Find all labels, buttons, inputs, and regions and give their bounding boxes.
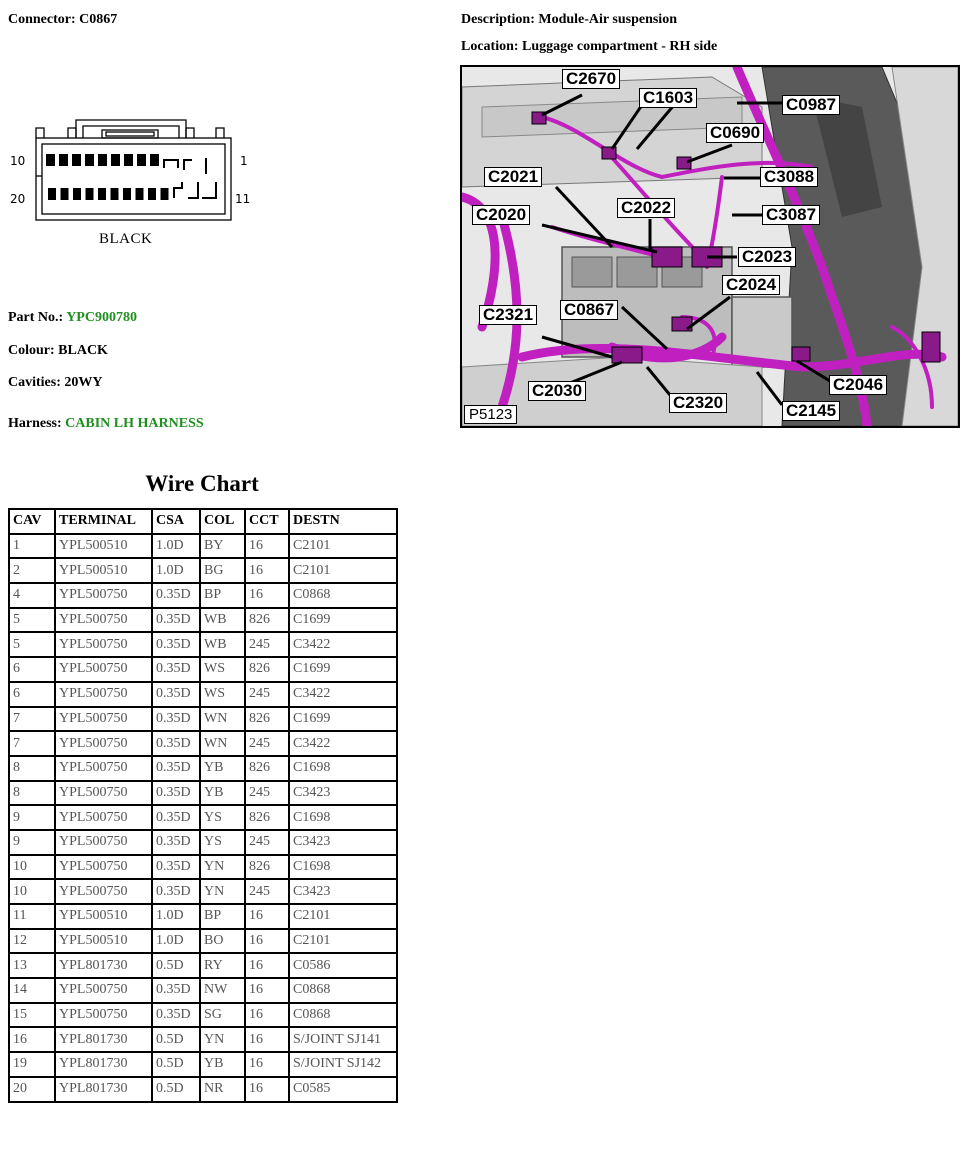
cell-terminal: YPL500510 bbox=[55, 558, 152, 583]
cell-col: YB bbox=[200, 1052, 245, 1077]
cell-destn: C0868 bbox=[289, 583, 397, 608]
cell-cct: 16 bbox=[245, 1027, 289, 1052]
cell-cav: 5 bbox=[9, 608, 55, 633]
illustration-reference: P5123 bbox=[464, 405, 517, 424]
table-row bbox=[9, 632, 397, 657]
cell-cct: 245 bbox=[245, 731, 289, 756]
cell-terminal: YPL801730 bbox=[55, 1077, 152, 1102]
wire-chart-title: Wire Chart bbox=[145, 471, 259, 496]
cell-col: NW bbox=[200, 978, 245, 1003]
cell-cct: 16 bbox=[245, 1003, 289, 1028]
cell-csa: 0.35D bbox=[152, 707, 200, 732]
cell-cct: 16 bbox=[245, 978, 289, 1003]
pin-cavity bbox=[137, 154, 146, 166]
cell-cct: 245 bbox=[245, 682, 289, 707]
cell-csa: 1.0D bbox=[152, 534, 200, 559]
cell-terminal: YPL500750 bbox=[55, 583, 152, 608]
table-row bbox=[9, 534, 397, 559]
cell-col: BP bbox=[200, 583, 245, 608]
callout-c2030: C2030 bbox=[528, 381, 586, 401]
cell-cav: 8 bbox=[9, 756, 55, 781]
cell-terminal: YPL500750 bbox=[55, 731, 152, 756]
cell-col: BG bbox=[200, 558, 245, 583]
cell-col: WS bbox=[200, 657, 245, 682]
cell-csa: 0.35D bbox=[152, 583, 200, 608]
cell-cav: 6 bbox=[9, 682, 55, 707]
pin-cavity bbox=[86, 188, 94, 200]
cell-cct: 245 bbox=[245, 632, 289, 657]
pin-cavity bbox=[46, 154, 55, 166]
table-row bbox=[9, 879, 397, 904]
callout-c2145: C2145 bbox=[782, 401, 840, 421]
pin-number-bottom-left: 20 bbox=[10, 192, 26, 206]
wire-chart-table bbox=[8, 508, 398, 1103]
cell-cav: 7 bbox=[9, 731, 55, 756]
pin-cavity bbox=[73, 188, 81, 200]
cell-destn: C3423 bbox=[289, 781, 397, 806]
connector-colour-caption: BLACK bbox=[99, 231, 153, 247]
pin-number-top-right: 1 bbox=[240, 154, 248, 168]
cell-csa: 1.0D bbox=[152, 929, 200, 954]
cell-terminal: YPL500750 bbox=[55, 978, 152, 1003]
cell-cav: 15 bbox=[9, 1003, 55, 1028]
cell-col: RY bbox=[200, 953, 245, 978]
cell-destn: C1699 bbox=[289, 657, 397, 682]
table-row bbox=[9, 707, 397, 732]
callout-c0987: C0987 bbox=[782, 95, 840, 115]
cell-csa: 0.35D bbox=[152, 632, 200, 657]
harness-line bbox=[8, 416, 204, 432]
cell-cav: 9 bbox=[9, 830, 55, 855]
cell-cct: 16 bbox=[245, 1052, 289, 1077]
table-row bbox=[9, 608, 397, 633]
pin-cavity bbox=[85, 154, 94, 166]
cell-cct: 16 bbox=[245, 953, 289, 978]
table-row bbox=[9, 953, 397, 978]
cell-terminal: YPL801730 bbox=[55, 1027, 152, 1052]
cell-cav: 9 bbox=[9, 805, 55, 830]
cell-terminal: YPL500750 bbox=[55, 707, 152, 732]
table-row bbox=[9, 855, 397, 880]
cell-cct: 16 bbox=[245, 534, 289, 559]
cell-destn: S/JOINT SJ141 bbox=[289, 1027, 397, 1052]
pin-cavity bbox=[111, 154, 120, 166]
cell-terminal: YPL500750 bbox=[55, 682, 152, 707]
connector-location: Location: Luggage compartment - RH side bbox=[461, 39, 718, 54]
cell-csa: 0.35D bbox=[152, 830, 200, 855]
table-row bbox=[9, 830, 397, 855]
cell-terminal: YPL500750 bbox=[55, 756, 152, 781]
cell-cav: 1 bbox=[9, 534, 55, 559]
pin-cavity bbox=[150, 154, 159, 166]
cell-col: YN bbox=[200, 879, 245, 904]
cell-terminal: YPL500750 bbox=[55, 830, 152, 855]
cell-destn: C3423 bbox=[289, 879, 397, 904]
table-row bbox=[9, 682, 397, 707]
cell-destn: C2101 bbox=[289, 904, 397, 929]
cell-cct: 245 bbox=[245, 781, 289, 806]
cell-terminal: YPL500750 bbox=[55, 608, 152, 633]
cell-csa: 0.35D bbox=[152, 682, 200, 707]
pin-cavity bbox=[148, 188, 156, 200]
cell-cav: 7 bbox=[9, 707, 55, 732]
cell-cav: 16 bbox=[9, 1027, 55, 1052]
cell-terminal: YPL801730 bbox=[55, 1052, 152, 1077]
callout-c2321: C2321 bbox=[479, 305, 537, 325]
cell-cct: 826 bbox=[245, 805, 289, 830]
cell-cct: 16 bbox=[245, 904, 289, 929]
cell-terminal: YPL500750 bbox=[55, 805, 152, 830]
cell-col: SG bbox=[200, 1003, 245, 1028]
pin-cavity bbox=[98, 188, 106, 200]
cell-destn: C1698 bbox=[289, 855, 397, 880]
cell-csa: 1.0D bbox=[152, 904, 200, 929]
cell-terminal: YPL500750 bbox=[55, 1003, 152, 1028]
table-row bbox=[9, 756, 397, 781]
cell-terminal: YPL500750 bbox=[55, 855, 152, 880]
cell-cct: 16 bbox=[245, 558, 289, 583]
callout-c0690: C0690 bbox=[706, 123, 764, 143]
pin-cavity bbox=[61, 188, 69, 200]
cell-cav: 6 bbox=[9, 657, 55, 682]
pin-cavity bbox=[48, 188, 56, 200]
cell-cav: 20 bbox=[9, 1077, 55, 1102]
cell-destn: C3422 bbox=[289, 632, 397, 657]
column-header-csa: CSA bbox=[152, 509, 200, 534]
cell-cct: 245 bbox=[245, 879, 289, 904]
cell-col: WS bbox=[200, 682, 245, 707]
table-row bbox=[9, 929, 397, 954]
pin-cavity bbox=[124, 154, 133, 166]
callout-c3087: C3087 bbox=[762, 205, 820, 225]
cell-destn: C0586 bbox=[289, 953, 397, 978]
cell-cct: 16 bbox=[245, 929, 289, 954]
cell-cct: 16 bbox=[245, 1077, 289, 1102]
cell-col: BO bbox=[200, 929, 245, 954]
cell-cav: 19 bbox=[9, 1052, 55, 1077]
pin-cavity bbox=[72, 154, 81, 166]
callout-c2046: C2046 bbox=[829, 375, 887, 395]
harness-label: Harness: bbox=[8, 416, 66, 431]
cell-destn: C2101 bbox=[289, 929, 397, 954]
cell-col: WB bbox=[200, 608, 245, 633]
cell-col: YS bbox=[200, 805, 245, 830]
cell-csa: 0.5D bbox=[152, 1052, 200, 1077]
cell-cav: 4 bbox=[9, 583, 55, 608]
cell-csa: 0.35D bbox=[152, 756, 200, 781]
table-row bbox=[9, 657, 397, 682]
cell-destn: C0868 bbox=[289, 1003, 397, 1028]
table-row bbox=[9, 904, 397, 929]
column-header-destn: DESTN bbox=[289, 509, 397, 534]
cell-terminal: YPL500750 bbox=[55, 657, 152, 682]
cell-col: YN bbox=[200, 855, 245, 880]
cell-csa: 0.35D bbox=[152, 657, 200, 682]
cell-cct: 16 bbox=[245, 583, 289, 608]
cell-cav: 13 bbox=[9, 953, 55, 978]
column-header-cct: CCT bbox=[245, 509, 289, 534]
column-header-terminal: TERMINAL bbox=[55, 509, 152, 534]
cell-destn: C1699 bbox=[289, 608, 397, 633]
cell-destn: C2101 bbox=[289, 558, 397, 583]
cell-col: WB bbox=[200, 632, 245, 657]
cavities-line: Cavities: 20WY bbox=[8, 375, 103, 390]
cell-col: WN bbox=[200, 707, 245, 732]
cell-csa: 0.35D bbox=[152, 781, 200, 806]
cell-col: YB bbox=[200, 756, 245, 781]
cell-destn: C3423 bbox=[289, 830, 397, 855]
cell-col: BP bbox=[200, 904, 245, 929]
pin-cavity bbox=[111, 188, 119, 200]
part-number-line bbox=[8, 310, 137, 326]
pin-number-top-left: 10 bbox=[10, 154, 26, 168]
cell-destn: C3422 bbox=[289, 731, 397, 756]
cell-csa: 0.5D bbox=[152, 1027, 200, 1052]
cell-cav: 2 bbox=[9, 558, 55, 583]
table-row bbox=[9, 558, 397, 583]
part-number-label: Part No.: bbox=[8, 310, 67, 325]
cell-cct: 245 bbox=[245, 830, 289, 855]
connector-label: Connector: C0867 bbox=[8, 12, 118, 27]
cell-csa: 0.35D bbox=[152, 805, 200, 830]
cell-cav: 11 bbox=[9, 904, 55, 929]
part-number-value: YPC900780 bbox=[66, 310, 137, 325]
callout-c3088: C3088 bbox=[760, 167, 818, 187]
cell-col: WN bbox=[200, 731, 245, 756]
table-row bbox=[9, 1003, 397, 1028]
cell-cav: 10 bbox=[9, 855, 55, 880]
cell-destn: C1699 bbox=[289, 707, 397, 732]
cell-csa: 0.35D bbox=[152, 978, 200, 1003]
cell-col: YB bbox=[200, 781, 245, 806]
cell-col: BY bbox=[200, 534, 245, 559]
cell-destn: C2101 bbox=[289, 534, 397, 559]
pin-cavity bbox=[136, 188, 144, 200]
callout-c2023: C2023 bbox=[738, 247, 796, 267]
location-illustration-drawing bbox=[462, 67, 958, 426]
cell-cav: 8 bbox=[9, 781, 55, 806]
cell-csa: 0.5D bbox=[152, 953, 200, 978]
cell-csa: 0.35D bbox=[152, 608, 200, 633]
cell-destn: C0868 bbox=[289, 978, 397, 1003]
table-row bbox=[9, 731, 397, 756]
cell-csa: 0.35D bbox=[152, 855, 200, 880]
cell-cav: 5 bbox=[9, 632, 55, 657]
cell-cct: 826 bbox=[245, 608, 289, 633]
cell-cav: 10 bbox=[9, 879, 55, 904]
cell-cct: 826 bbox=[245, 855, 289, 880]
cell-col: NR bbox=[200, 1077, 245, 1102]
connector-face-diagram bbox=[6, 118, 246, 228]
cell-csa: 0.5D bbox=[152, 1077, 200, 1102]
cell-destn: C3422 bbox=[289, 682, 397, 707]
table-row bbox=[9, 805, 397, 830]
connector-description: Description: Module-Air suspension bbox=[461, 12, 677, 27]
cell-terminal: YPL500510 bbox=[55, 929, 152, 954]
cell-destn: C0585 bbox=[289, 1077, 397, 1102]
callout-c2022: C2022 bbox=[617, 198, 675, 218]
column-header-cav: CAV bbox=[9, 509, 55, 534]
cell-destn: C1698 bbox=[289, 756, 397, 781]
table-row bbox=[9, 1077, 397, 1102]
pin-cavity bbox=[98, 154, 107, 166]
location-illustration bbox=[460, 65, 960, 428]
cell-terminal: YPL801730 bbox=[55, 953, 152, 978]
cell-csa: 0.35D bbox=[152, 731, 200, 756]
callout-c0867: C0867 bbox=[560, 300, 618, 320]
pin-cavity bbox=[161, 188, 169, 200]
cell-cct: 826 bbox=[245, 657, 289, 682]
cell-col: YN bbox=[200, 1027, 245, 1052]
column-header-col: COL bbox=[200, 509, 245, 534]
table-row bbox=[9, 1027, 397, 1052]
cell-terminal: YPL500510 bbox=[55, 904, 152, 929]
harness-value: CABIN LH HARNESS bbox=[65, 416, 204, 431]
table-row bbox=[9, 781, 397, 806]
wire-chart-header-row bbox=[9, 509, 397, 534]
callout-c1603: C1603 bbox=[639, 88, 697, 108]
cell-cct: 826 bbox=[245, 756, 289, 781]
callout-c2320: C2320 bbox=[669, 393, 727, 413]
cell-terminal: YPL500750 bbox=[55, 632, 152, 657]
cell-cav: 12 bbox=[9, 929, 55, 954]
pin-cavity bbox=[59, 154, 68, 166]
pin-number-bottom-right: 11 bbox=[235, 192, 251, 206]
callout-c2020: C2020 bbox=[472, 205, 530, 225]
callout-c2670: C2670 bbox=[562, 69, 620, 89]
cell-terminal: YPL500750 bbox=[55, 781, 152, 806]
colour-line: Colour: BLACK bbox=[8, 343, 108, 358]
table-row bbox=[9, 978, 397, 1003]
cell-col: YS bbox=[200, 830, 245, 855]
cell-csa: 0.35D bbox=[152, 879, 200, 904]
callout-c2024: C2024 bbox=[722, 275, 780, 295]
cell-csa: 0.35D bbox=[152, 1003, 200, 1028]
table-row bbox=[9, 1052, 397, 1077]
cell-destn: S/JOINT SJ142 bbox=[289, 1052, 397, 1077]
cell-terminal: YPL500750 bbox=[55, 879, 152, 904]
cell-destn: C1698 bbox=[289, 805, 397, 830]
cell-terminal: YPL500510 bbox=[55, 534, 152, 559]
table-row bbox=[9, 583, 397, 608]
callout-c2021: C2021 bbox=[484, 167, 542, 187]
cell-cav: 14 bbox=[9, 978, 55, 1003]
cell-cct: 826 bbox=[245, 707, 289, 732]
pin-cavity bbox=[123, 188, 131, 200]
cell-csa: 1.0D bbox=[152, 558, 200, 583]
